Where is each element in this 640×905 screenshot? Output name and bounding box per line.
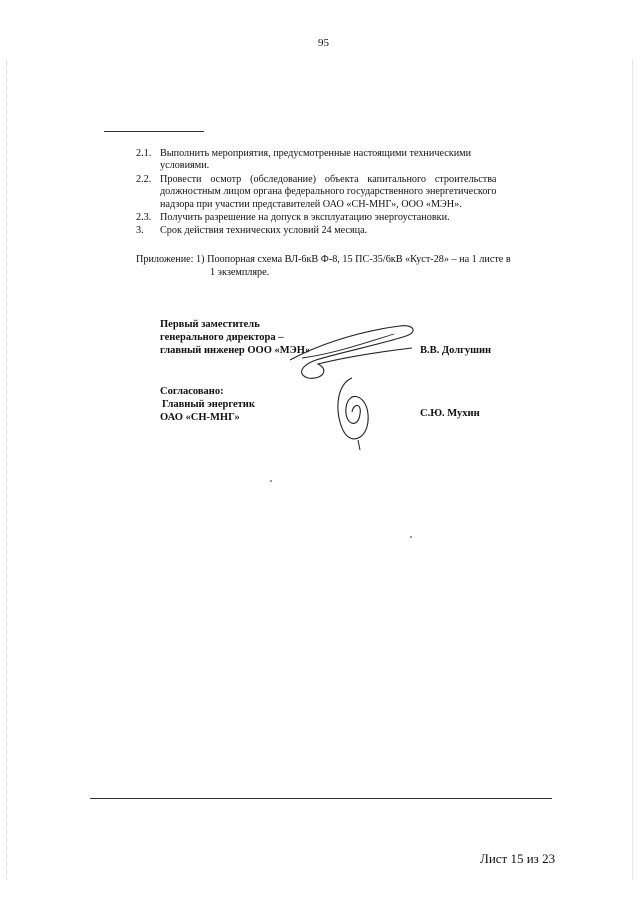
appendix-line: 1 экземпляре. bbox=[210, 267, 270, 278]
scan-edge-right bbox=[632, 60, 634, 880]
footnote-rule bbox=[104, 131, 204, 132]
signatory-name-2: С.Ю. Мухин bbox=[420, 408, 480, 419]
signatory-title-2 bbox=[160, 385, 255, 424]
conditions-list bbox=[136, 148, 532, 239]
title-line: ОАО «СН-МНГ» bbox=[160, 412, 240, 423]
item-text-line: условиями. bbox=[160, 160, 210, 172]
title-line: главный инженер ООО «МЭН» bbox=[160, 345, 311, 356]
scan-speck bbox=[410, 536, 412, 538]
item-number: 2.2. bbox=[136, 173, 152, 185]
title-line: Первый заместитель bbox=[160, 319, 260, 330]
signatory-name-1: В.В. Долгушин bbox=[420, 345, 492, 356]
sheet-counter: Лист 15 из 23 bbox=[480, 851, 556, 866]
item-text-line: Выполнить мероприятия, предусмотренные настоящими техническими bbox=[160, 148, 472, 159]
scan-edge-left bbox=[6, 60, 8, 880]
approval-label: Согласовано: bbox=[160, 386, 224, 397]
item-text-line: должностным лицом органа федерального государственного энергетического bbox=[160, 186, 497, 198]
item-number: 2.3. bbox=[136, 212, 152, 224]
list-item bbox=[136, 148, 532, 173]
footer-rule bbox=[90, 798, 552, 799]
page-number: 95 bbox=[318, 37, 329, 49]
appendix-line: Приложение: 1) Поопорная схема ВЛ-6кВ Ф-8, 15 ПС-35/6кВ «Куст-28» – на 1 листе в bbox=[136, 254, 511, 265]
item-text-line: Получить разрешение на допуск в эксплуатацию энергоустановки. bbox=[160, 212, 450, 224]
title-line: генерального директора – bbox=[160, 332, 284, 343]
title-line: Главный энергетик bbox=[162, 399, 255, 410]
item-text-line: Провести осмотр (обследование) объекта капитального строительства bbox=[160, 173, 497, 185]
list-item bbox=[136, 212, 532, 224]
item-number: 3. bbox=[136, 225, 144, 237]
item-text-line: надзора при участии представителей ОАО «СН-МНГ», ООО «МЭН». bbox=[160, 198, 462, 210]
list-item bbox=[136, 174, 532, 211]
appendix-note bbox=[136, 253, 536, 279]
scan-speck bbox=[270, 480, 272, 482]
item-text-line: Срок действия технических условий 24 месяца. bbox=[160, 225, 368, 237]
list-item bbox=[136, 225, 532, 237]
signature-mukhin bbox=[330, 374, 376, 452]
signature-dolgushin bbox=[282, 318, 422, 382]
item-number: 2.1. bbox=[136, 148, 152, 159]
